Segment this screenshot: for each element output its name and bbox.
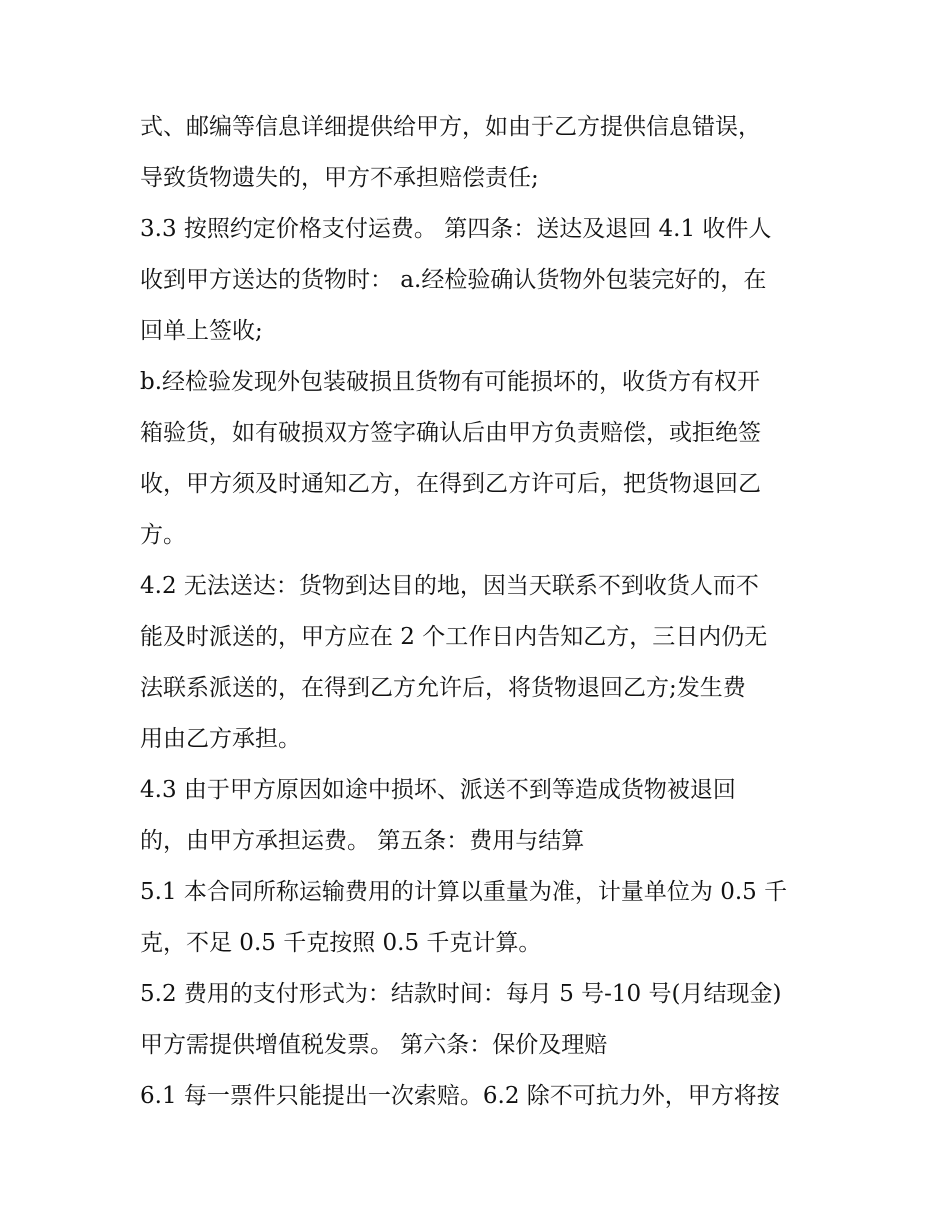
text-line: 5.1 本合同所称运输费用的计算以重量为准，计量单位为 0.5 千 bbox=[140, 879, 788, 905]
text-line: 导致货物遗失的，甲方不承担赔偿责任; bbox=[140, 165, 539, 191]
text-line: 的，由甲方承担运费。 第五条：费用与结算 bbox=[140, 828, 585, 854]
text-line: 克，不足 0.5 千克按照 0.5 千克计算。 bbox=[140, 930, 542, 956]
text-line: 5.2 费用的支付形式为：结款时间：每月 5 号-10 号(月结现金) bbox=[140, 981, 782, 1007]
text-line: 甲方需提供增值税发票。 第六条：保价及理赔 bbox=[140, 1032, 608, 1058]
text-line: 回单上签收; bbox=[140, 318, 263, 344]
text-line: b.经检验发现外包装破损且货物有可能损坏的，收货方有权开 bbox=[140, 369, 761, 395]
text-line: 能及时派送的，甲方应在 2 个工作日内告知乙方，三日内仍无 bbox=[140, 624, 768, 650]
text-line: 法联系派送的，在得到乙方允许后，将货物退回乙方;发生费 bbox=[140, 675, 746, 701]
text-line: 用由乙方承担。 bbox=[140, 726, 301, 752]
text-line: 收，甲方须及时通知乙方，在得到乙方许可后，把货物退回乙 bbox=[140, 471, 761, 497]
text-line: 3.3 按照约定价格支付运费。 第四条：送达及退回 4.1 收件人 bbox=[140, 216, 772, 242]
text-line: 箱验货，如有破损双方签字确认后由甲方负责赔偿，或拒绝签 bbox=[140, 420, 761, 446]
text-line: 4.3 由于甲方原因如途中损坏、派送不到等造成货物被退回 bbox=[140, 777, 736, 803]
contract-text bbox=[140, 102, 820, 1122]
text-line: 6.1 每一票件只能提出一次索赔。6.2 除不可抗力外，甲方将按 bbox=[140, 1083, 780, 1109]
text-line: 收到甲方送达的货物时： a.经检验确认货物外包装完好的，在 bbox=[140, 267, 767, 293]
text-line: 4.2 无法送达：货物到达目的地，因当天联系不到收货人而不 bbox=[140, 573, 759, 599]
text-line: 式、邮编等信息详细提供给甲方，如由于乙方提供信息错误， bbox=[140, 114, 761, 140]
text-line: 方。 bbox=[140, 522, 186, 548]
